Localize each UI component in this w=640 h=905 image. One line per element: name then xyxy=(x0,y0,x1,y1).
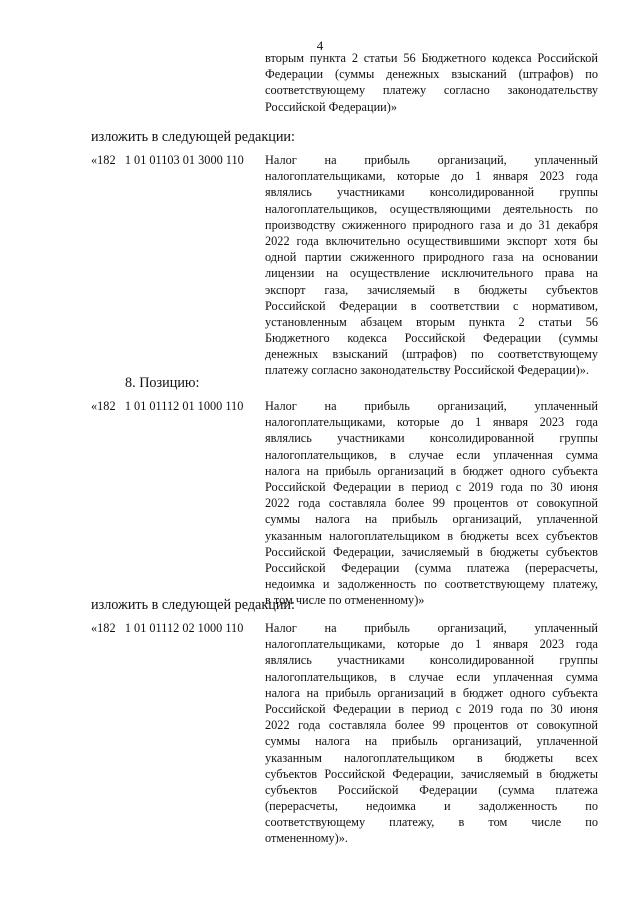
entry-description xyxy=(265,152,598,379)
text-line: Российской Федерации в период с 2019 года по 30 июня xyxy=(265,701,598,716)
text-line: налогоплательщиков, в случае если уплаченная сумма xyxy=(265,447,598,462)
text-line: субъектов Российской Федерации (сумма платежа xyxy=(265,782,598,797)
text-line: являлись участниками консолидированной группы xyxy=(265,185,598,200)
text-line: 2022 года включительно осуществившими экспорт хотя бы xyxy=(265,233,598,248)
text-line: вторым пункта 2 статьи 56 Бюджетного кодекса Российской xyxy=(265,51,598,65)
text-line: экспорт газа, зачисляемый в бюджеты субъектов xyxy=(265,282,598,297)
text-line: (перерасчеты, недоимка и задолженность по xyxy=(265,799,598,814)
text-line: недоимка и задолженность по соответствующему платежу, xyxy=(265,577,598,592)
text-line: налогоплательщиками, которые до 1 января 2023 года xyxy=(265,637,598,652)
entry-description xyxy=(265,620,598,847)
text-line: Российской Федерации)» xyxy=(265,99,397,114)
text-line: указанным налогоплательщиком в бюджеты всех xyxy=(265,750,598,765)
text-line: суммы налога на прибыль организаций, уплаченной xyxy=(265,512,598,527)
text-line: 2022 года составляла более 99 процентов от совокупной xyxy=(265,496,598,511)
text-line: соответствующему платежу, в том числе по xyxy=(265,815,598,830)
text-line: налогоплательщиками, которые до 1 января 2023 года xyxy=(265,415,598,430)
intro-continuation xyxy=(265,50,598,115)
text-line: установленным абзацем вторым пункта 2 статьи 56 xyxy=(265,314,598,329)
entry-description xyxy=(265,398,598,608)
text-line: соответствующему платежу согласно законодательству xyxy=(265,83,598,98)
section-heading: изложить в следующей редакции: xyxy=(91,597,295,613)
text-line: Российской Федерации в период с 2019 года по 30 июня xyxy=(265,479,598,494)
text-line: налогоплательщиков, в случае если уплаченная сумма xyxy=(265,669,598,684)
text-line: Российской Федерации, зачисляемый в бюджеты субъектов xyxy=(265,544,598,559)
text-line: платежу согласно законодательству Российской Федерации)». xyxy=(265,363,589,378)
text-line: являлись участниками консолидированной группы xyxy=(265,653,598,668)
text-line: являлись участниками консолидированной группы xyxy=(265,431,598,446)
text-line: производству сжиженного природного газа и до 31 декабря xyxy=(265,217,598,232)
text-line: 2022 года составляла более 99 процентов от совокупной xyxy=(265,718,598,733)
text-line: указанным налогоплательщиком в бюджеты всех субъектов xyxy=(265,528,598,543)
page-number: 4 xyxy=(316,38,324,53)
budget-code: «182 1 01 01103 01 3000 110 xyxy=(91,153,244,167)
text-line: Российской Федерации в соответствии с нормативом, xyxy=(265,298,598,313)
budget-code: «182 1 01 01112 01 1000 110 xyxy=(91,399,244,413)
text-line: отмененному)». xyxy=(265,831,348,846)
text-line: налога на прибыль организаций в бюджет одного субъекта xyxy=(265,463,598,478)
text-line: налогоплательщиков, осуществляющими деятельность по xyxy=(265,201,598,216)
text-line: Налог на прибыль организаций, уплаченный xyxy=(265,153,598,167)
text-line: Налог на прибыль организаций, уплаченный xyxy=(265,399,598,413)
text-line: налогоплательщиками, которые до 1 января 2023 года xyxy=(265,169,598,184)
text-line: Федерации (суммы денежных взысканий (штрафов) по xyxy=(265,67,598,82)
text-line: Налог на прибыль организаций, уплаченный xyxy=(265,621,598,635)
text-line: Бюджетного кодекса Российской Федерации (суммы xyxy=(265,331,598,346)
budget-code: «182 1 01 01112 02 1000 110 xyxy=(91,621,244,635)
section-heading: 8. Позицию: xyxy=(125,375,200,391)
text-line: в том числе по отмененному)» xyxy=(265,593,425,608)
text-line: лицензии на осуществление исключительного права на xyxy=(265,266,598,281)
text-line: Российской Федерации (сумма платежа (перерасчеты, xyxy=(265,560,598,575)
text-line: налога на прибыль организаций в бюджет одного субъекта xyxy=(265,685,598,700)
section-heading: изложить в следующей редакции: xyxy=(91,129,295,145)
text-line: одной партии сжиженного природного газа на основании xyxy=(265,250,598,265)
text-line: суммы налога на прибыль организаций, уплаченной xyxy=(265,734,598,749)
text-line: субъектов Российской Федерации, зачисляемый в бюджеты xyxy=(265,766,598,781)
text-line: денежных взысканий (штрафов) по соответствующему xyxy=(265,347,598,362)
